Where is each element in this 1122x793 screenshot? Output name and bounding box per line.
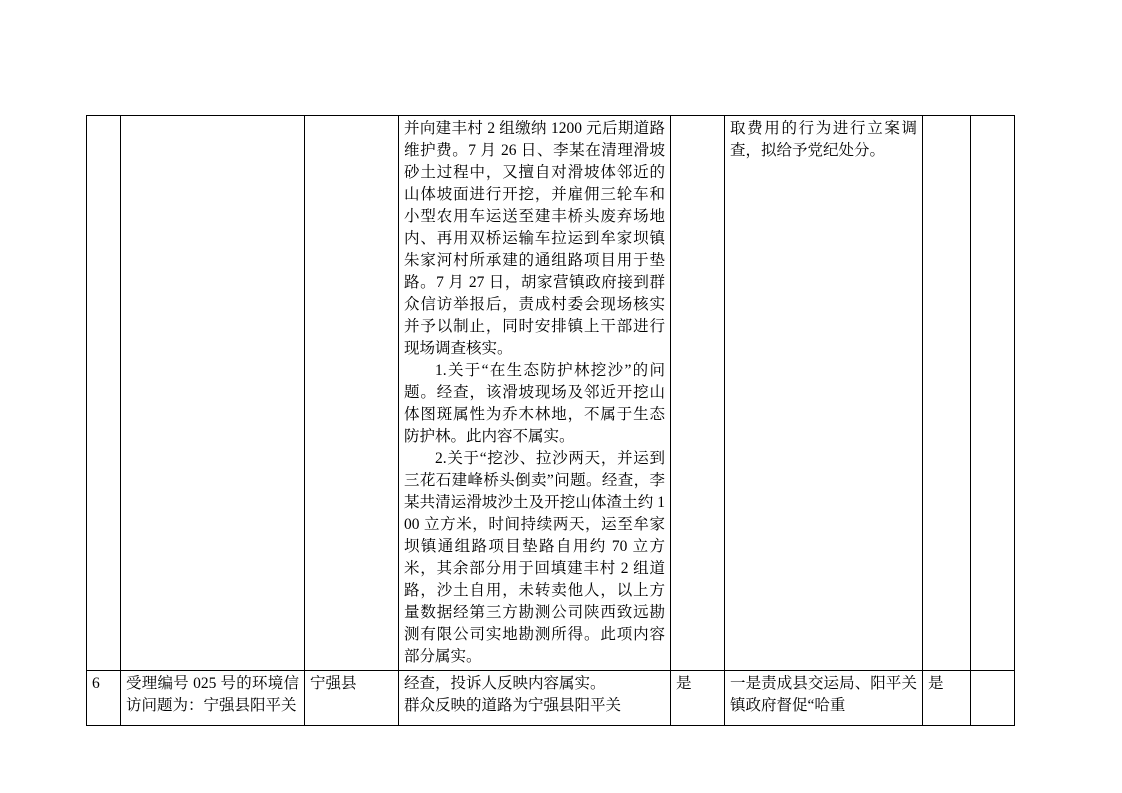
table-row [87, 116, 1015, 671]
verified-flag-cell: 是 [671, 671, 725, 726]
complaint-item-cell [121, 116, 305, 671]
region-cell [305, 116, 399, 671]
table-row [87, 671, 1015, 726]
handling-result-cell: 取费用的行为进行立案调查，拟给予党纪处分。 [725, 116, 923, 671]
region-cell: 宁强县 [305, 671, 399, 726]
investigation-detail-cell: 并向建丰村 2 组缴纳 1200 元后期道路维护费。7 月 26 日、李某在清理滑坡砂土过程中，又擅自对滑坡体邻近的山体坡面进行开挖，并雇佣三轮车和小型农用车运送至建丰桥头废弃场地内、再用双桥运输车拉运到牟家坝镇朱家河村所承建的通组路项目用于垫路。7 月 27 日，胡家营镇政府接到群众信访举报后，责成村委会现场核实并予以制止，同时安排镇上干部进行现场调查核实。 1.关于“在生态防护林挖沙”的问题。经查，该滑坡现场及邻近开挖山体图斑属性为乔木林地，不属于生态防护林。此内容不属实。 2.关于“挖沙、拉沙两天，并运到三花石建峰桥头倒卖”问题。经查，李某共清运滑坡沙土及开挖山体渣土约 100 立方米，时间持续两天，运至牟家坝镇通组路项目垫路自用约 70 立方米，其余部分用于回填建丰村 2 组道路，沙土自用，未转卖他人，以上方量数据经第三方勘测公司陕西致远勘测有限公司实地勘测所得。此项内容部分属实。 [399, 116, 671, 671]
investigation-detail-cell: 经查，投诉人反映内容属实。 群众反映的道路为宁强县阳平关 [399, 671, 671, 726]
closed-flag-cell [923, 116, 971, 671]
remarks-cell [971, 671, 1015, 726]
handling-result-cell: 一是责成县交运局、阳平关镇政府督促“哈重 [725, 671, 923, 726]
row-number-cell [87, 116, 121, 671]
row-number-cell: 6 [87, 671, 121, 726]
remarks-cell [971, 116, 1015, 671]
closed-flag-cell: 是 [923, 671, 971, 726]
inspection-report-table [86, 115, 1015, 726]
complaint-item-cell: 受理编号 025 号的环境信访问题为：宁强县阳平关 [121, 671, 305, 726]
verified-flag-cell [671, 116, 725, 671]
